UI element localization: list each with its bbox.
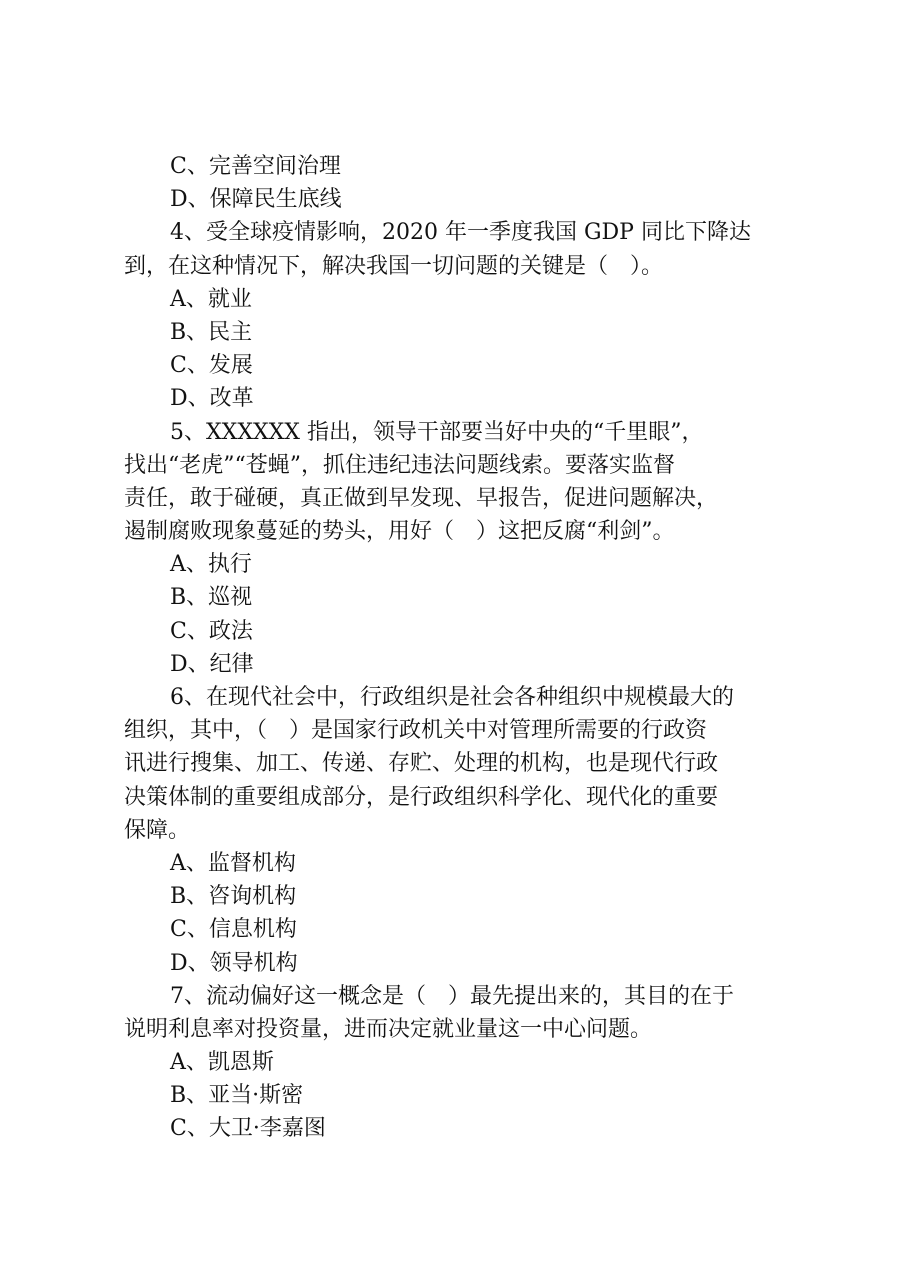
question-line: 找出“老虎”“苍蝇”，抓住违纪违法问题线索。要落实监督 [124,452,675,478]
question-line: 说明利息率对投资量，进而决定就业量这一中心问题。 [124,1016,653,1042]
answer-option: B、亚当·斯密 [170,1083,304,1109]
answer-option: B、巡视 [170,585,253,611]
question-line: 遏制腐败现象蔓延的势头，用好（ ）这把反腐“利剑”。 [124,519,675,545]
answer-option: C、发展 [170,353,253,379]
answer-option: B、民主 [170,319,253,345]
question-line: 7、流动偏好这一概念是（ ）最先提出来的，其目的在于 [170,983,734,1009]
question-line: 讯进行搜集、加工、传递、存贮、处理的机构，也是现代行政 [124,751,719,777]
question-line: 6、在现代社会中，行政组织是社会各种组织中规模最大的 [170,685,734,710]
answer-option: A、就业 [170,286,252,312]
answer-option: A、监督机构 [170,850,296,876]
answer-option: C、信息机构 [170,917,297,943]
question-line: 保障。 [124,817,191,843]
answer-option: A、执行 [170,552,252,578]
answer-option: C、大卫·李嘉图 [170,1116,326,1142]
question-line: 5、XXXXXX 指出，领导干部要当好中央的“千里眼”， [170,419,704,445]
question-stem [124,681,796,847]
question-line: 决策体制的重要组成部分，是行政组织科学化、现代化的重要 [124,784,719,810]
question-line: 到，在这种情况下，解决我国一切问题的关键是（ ）。 [124,253,664,279]
answer-option: B、咨询机构 [170,884,297,910]
answer-option: D、领导机构 [170,950,298,976]
question-line: 责任，敢于碰硬，真正做到早发现、早报告，促进问题解决， [124,485,719,511]
answer-option: C、政法 [170,618,253,644]
question-stem [124,980,796,1046]
answer-option: A、凯恩斯 [170,1050,274,1076]
question-line: 4、受全球疫情影响，2020 年一季度我国 GDP 同比下降达 [170,220,751,246]
question-stem [124,416,796,549]
question-stem [124,216,796,282]
document-body [124,150,796,1146]
answer-option: D、改革 [170,386,254,412]
question-line: 组织，其中，（ ）是国家行政机关中对管理所需要的行政资 [124,718,708,744]
answer-option: D、纪律 [170,651,254,677]
answer-option: C、完善空间治理 [170,154,341,179]
answer-option: D、保障民生底线 [170,187,342,213]
